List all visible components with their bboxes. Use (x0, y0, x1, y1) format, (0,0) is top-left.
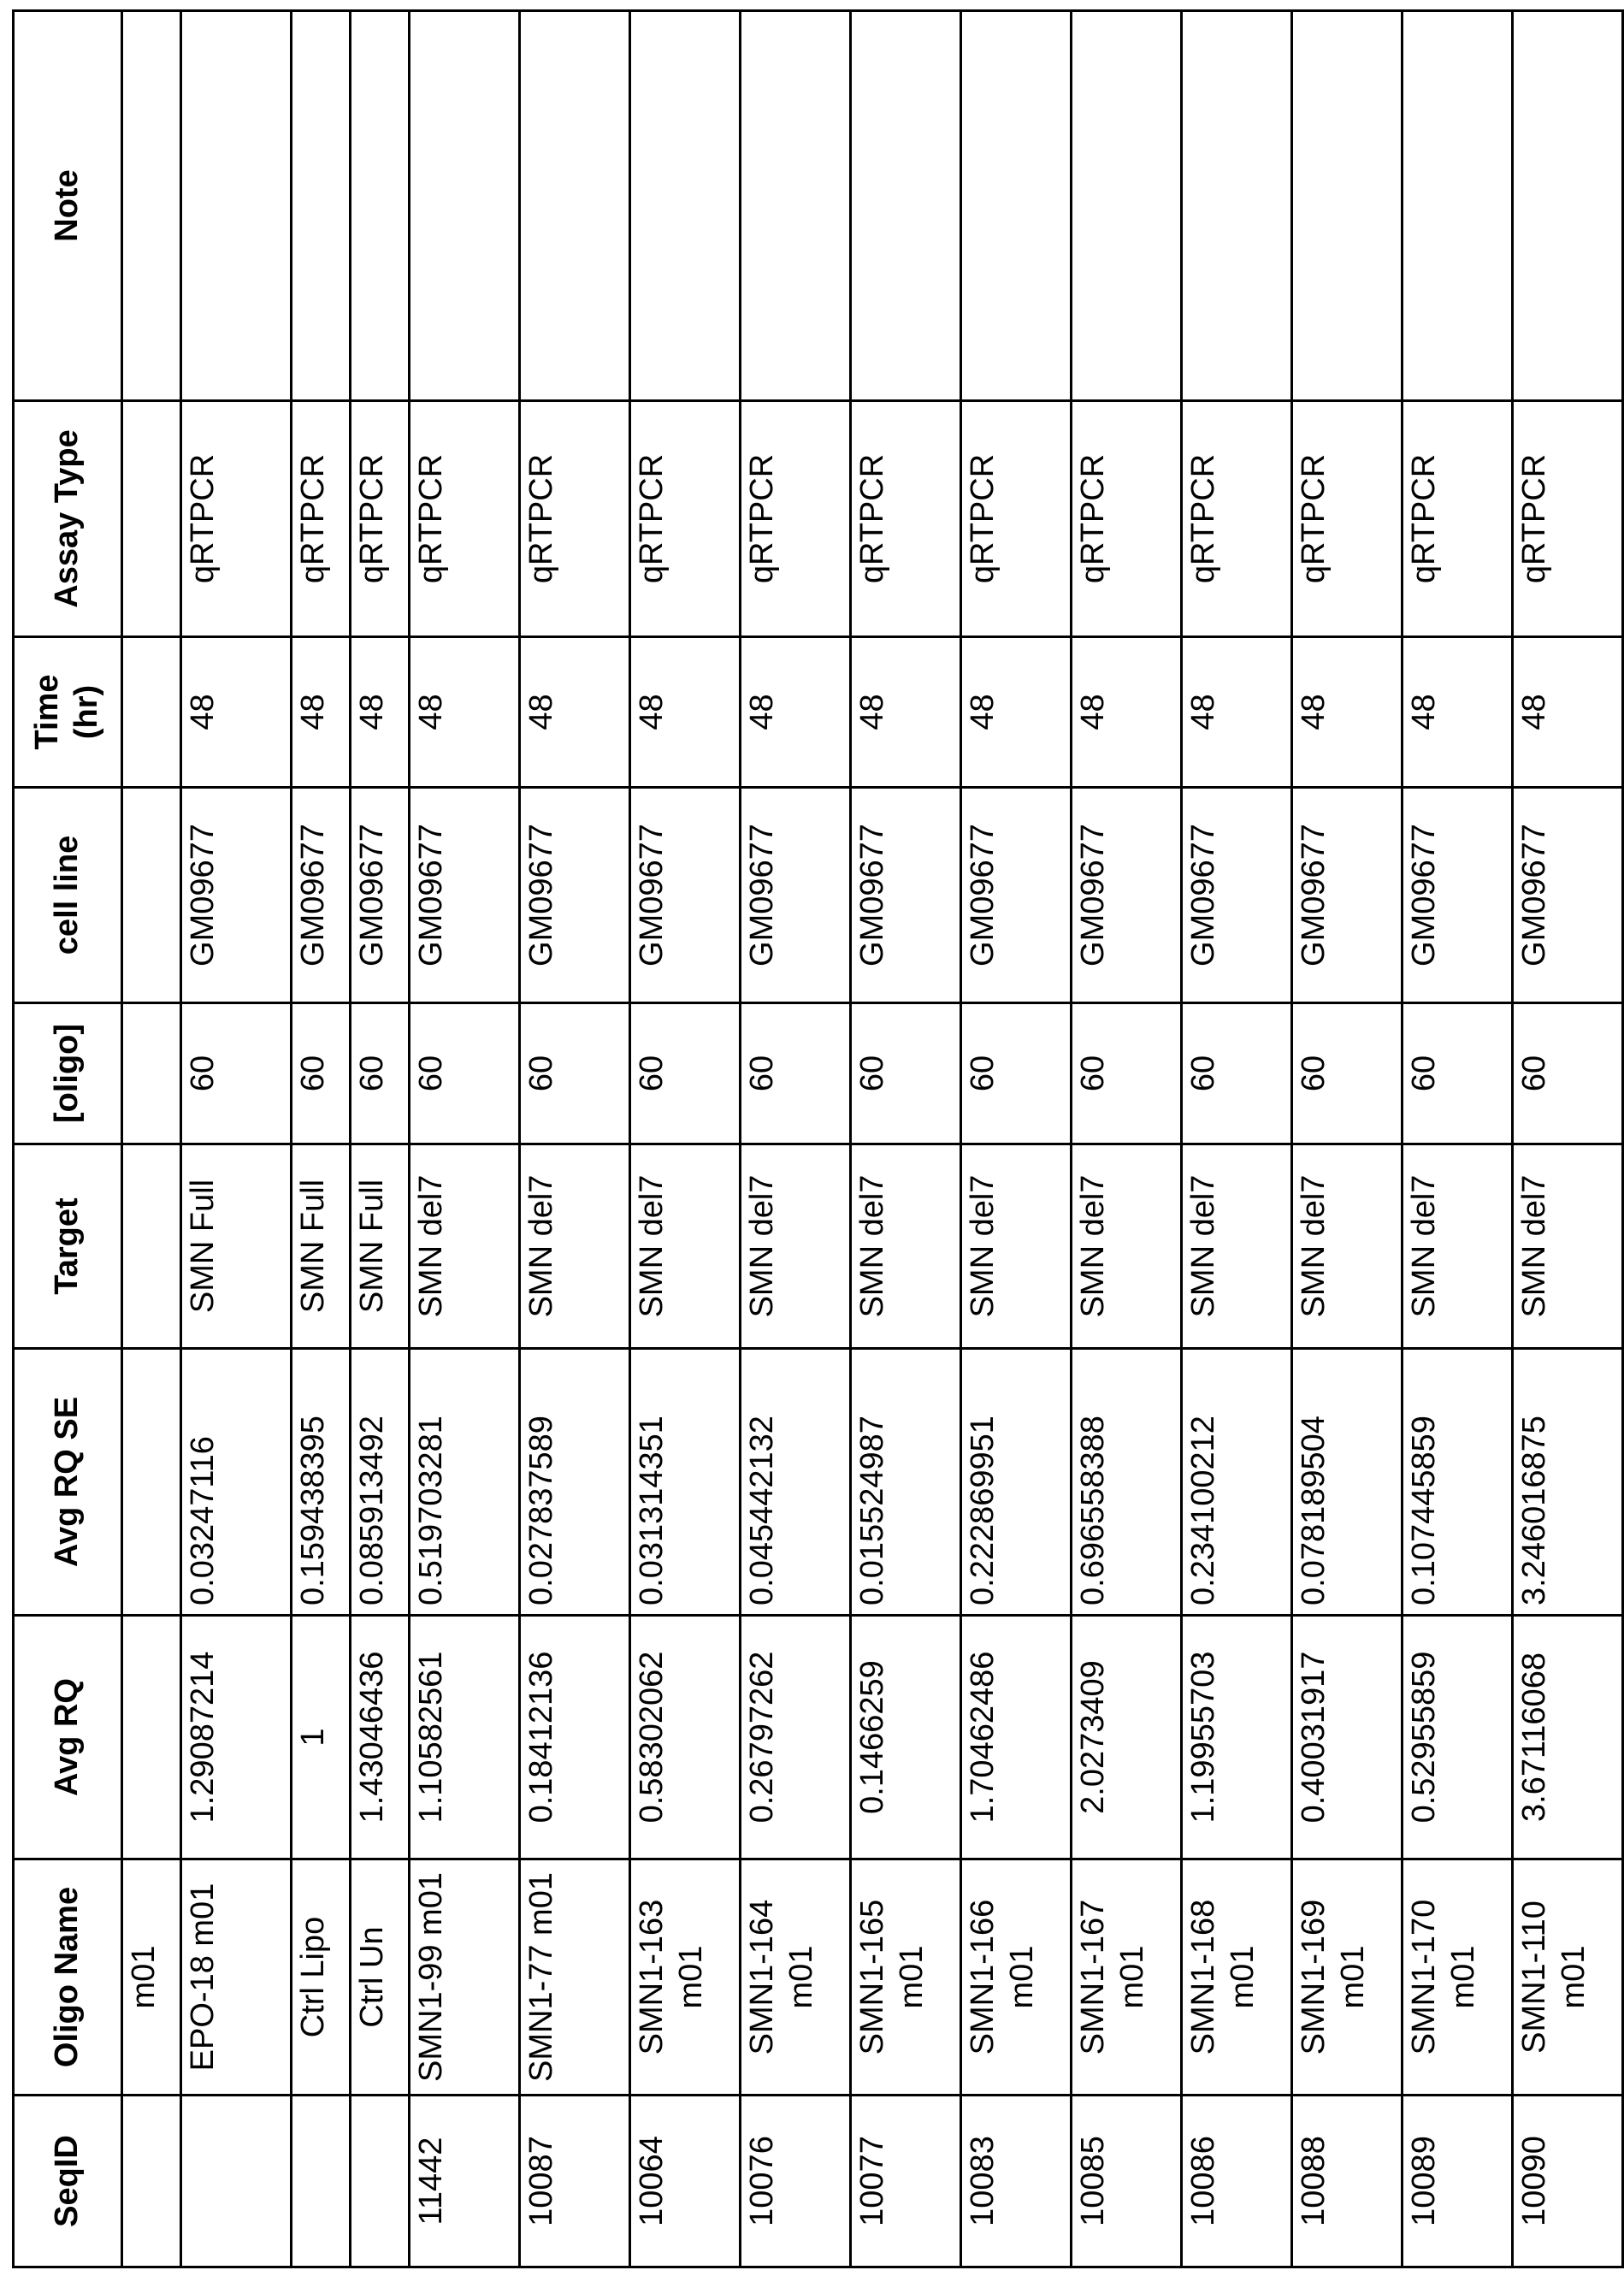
cell-assay-type: qRTPCR (1182, 401, 1292, 637)
header-row (14, 11, 122, 2267)
cell-avg-rq: 1.29087214 (181, 1616, 292, 1859)
cell-cell-line: GM09677 (1072, 788, 1182, 1003)
cell-oligo-name: SMN1-163 m01 (630, 1859, 741, 2096)
cell-oligo-conc: 60 (410, 1003, 520, 1144)
cell-assay-type: qRTPCR (520, 401, 630, 637)
cell-oligo-name: SMN1-110 m01 (1513, 1859, 1623, 2096)
cell-time-hr: 48 (741, 637, 851, 788)
table-row (292, 11, 351, 2267)
cell-cell-line (122, 788, 181, 1003)
cell-seqid (351, 2096, 410, 2267)
cell-oligo-conc: 60 (181, 1003, 292, 1144)
cell-oligo-name: SMN1-169 m01 (1292, 1859, 1403, 2096)
cell-oligo-conc: 60 (520, 1003, 630, 1144)
header-assay-type: Assay Type (14, 401, 122, 637)
cell-seqid: 10083 (961, 2096, 1072, 2267)
cell-time-hr: 48 (1072, 637, 1182, 788)
cell-avg-rq-se: 0.519703281 (410, 1349, 520, 1616)
cell-oligo-conc: 60 (851, 1003, 961, 1144)
cell-cell-line: GM09677 (1403, 788, 1513, 1003)
cell-seqid (181, 2096, 292, 2267)
cell-target: SMN Full (351, 1144, 410, 1349)
cell-oligo-name: SMN1-99 m01 (410, 1859, 520, 2096)
cell-avg-rq-se (122, 1349, 181, 1616)
table-row (1403, 11, 1513, 2267)
cell-seqid: 11442 (410, 2096, 520, 2267)
cell-avg-rq: 0.52955859 (1403, 1616, 1513, 1859)
cell-seqid: 10076 (741, 2096, 851, 2267)
data-table (12, 9, 1624, 2268)
cell-oligo-name: SMN1-170 m01 (1403, 1859, 1513, 2096)
cell-assay-type: qRTPCR (741, 401, 851, 637)
cell-cell-line: GM09677 (1292, 788, 1403, 1003)
cell-avg-rq (122, 1616, 181, 1859)
cell-assay-type: qRTPCR (630, 401, 741, 637)
cell-assay-type: qRTPCR (961, 401, 1072, 637)
cell-assay-type: qRTPCR (1292, 401, 1403, 637)
cell-avg-rq-se: 0.234100212 (1182, 1349, 1292, 1616)
cell-cell-line: GM09677 (351, 788, 410, 1003)
cell-target: SMN Full (292, 1144, 351, 1349)
cell-oligo-conc: 60 (1072, 1003, 1182, 1144)
table-row (851, 11, 961, 2267)
cell-time-hr: 48 (851, 637, 961, 788)
cell-target (122, 1144, 181, 1349)
cell-cell-line: GM09677 (520, 788, 630, 1003)
cell-oligo-name: SMN1-167 m01 (1072, 1859, 1182, 2096)
cell-time-hr: 48 (1182, 637, 1292, 788)
cell-avg-rq: 3.67116068 (1513, 1616, 1623, 1859)
cell-target: SMN del7 (741, 1144, 851, 1349)
table-row (520, 11, 630, 2267)
cell-target: SMN del7 (520, 1144, 630, 1349)
cell-assay-type: qRTPCR (1513, 401, 1623, 637)
cell-target: SMN del7 (1072, 1144, 1182, 1349)
cell-oligo-conc: 60 (1292, 1003, 1403, 1144)
cell-avg-rq-se: 0.078189504 (1292, 1349, 1403, 1616)
cell-assay-type (122, 401, 181, 637)
cell-avg-rq-se: 0.085913492 (351, 1349, 410, 1616)
cell-note (1182, 11, 1292, 401)
table-row (351, 11, 410, 2267)
header-target: Target (14, 1144, 122, 1349)
cell-avg-rq: 0.58302062 (630, 1616, 741, 1859)
cell-avg-rq: 0.26797262 (741, 1616, 851, 1859)
cell-avg-rq-se: 0.045442132 (741, 1349, 851, 1616)
cell-avg-rq: 1.43046436 (351, 1616, 410, 1859)
cell-time-hr: 48 (1403, 637, 1513, 788)
cell-target: SMN del7 (1182, 1144, 1292, 1349)
cell-note (520, 11, 630, 401)
cell-avg-rq: 1.70462486 (961, 1616, 1072, 1859)
table-row (630, 11, 741, 2267)
cell-note (741, 11, 851, 401)
table-row (1292, 11, 1403, 2267)
table-row (961, 11, 1072, 2267)
cell-target: SMN del7 (961, 1144, 1072, 1349)
cell-note (1513, 11, 1623, 401)
cell-avg-rq: 1.10582561 (410, 1616, 520, 1859)
header-seqid: SeqID (14, 2096, 122, 2267)
cell-avg-rq-se: 0.015524987 (851, 1349, 961, 1616)
cell-note (122, 11, 181, 401)
cell-time-hr: 48 (292, 637, 351, 788)
cell-avg-rq: 0.18412136 (520, 1616, 630, 1859)
cell-target: SMN del7 (1403, 1144, 1513, 1349)
cell-time-hr: 48 (1513, 637, 1623, 788)
cell-avg-rq-se: 0.031314351 (630, 1349, 741, 1616)
header-note: Note (14, 11, 122, 401)
rotated-table-container (12, 12, 1568, 2268)
header-oligo-name: Oligo Name (14, 1859, 122, 2096)
cell-avg-rq-se: 0.107445859 (1403, 1349, 1513, 1616)
cell-oligo-name: SMN1-77 m01 (520, 1859, 630, 2096)
cell-note (851, 11, 961, 401)
header-cell-line: cell line (14, 788, 122, 1003)
cell-note (1292, 11, 1403, 401)
table-row (1513, 11, 1623, 2267)
header-avg-rq: Avg RQ (14, 1616, 122, 1859)
cell-time-hr: 48 (181, 637, 292, 788)
cell-seqid: 10064 (630, 2096, 741, 2267)
header-time-hr: Time (hr) (14, 637, 122, 788)
cell-target: SMN Full (181, 1144, 292, 1349)
cell-oligo-name: SMN1-164 m01 (741, 1859, 851, 2096)
cell-seqid: 10090 (1513, 2096, 1623, 2267)
cell-assay-type: qRTPCR (292, 401, 351, 637)
cell-time-hr (122, 637, 181, 788)
cell-avg-rq: 0.1466259 (851, 1616, 961, 1859)
cell-seqid (122, 2096, 181, 2267)
cell-oligo-name: EPO-18 m01 (181, 1859, 292, 2096)
cell-oligo-conc (122, 1003, 181, 1144)
cell-note (292, 11, 351, 401)
cell-oligo-name: SMN1-166 m01 (961, 1859, 1072, 2096)
cell-target: SMN del7 (630, 1144, 741, 1349)
cell-time-hr: 48 (520, 637, 630, 788)
cell-avg-rq-se: 0.222869951 (961, 1349, 1072, 1616)
cell-time-hr: 48 (351, 637, 410, 788)
cell-assay-type: qRTPCR (1072, 401, 1182, 637)
cell-seqid: 10087 (520, 2096, 630, 2267)
cell-note (1072, 11, 1182, 401)
cell-avg-rq: 0.40031917 (1292, 1616, 1403, 1859)
cell-time-hr: 48 (1292, 637, 1403, 788)
cell-cell-line: GM09677 (181, 788, 292, 1003)
cell-oligo-conc: 60 (741, 1003, 851, 1144)
cell-note (630, 11, 741, 401)
cell-cell-line: GM09677 (410, 788, 520, 1003)
cell-cell-line: GM09677 (630, 788, 741, 1003)
cell-oligo-conc: 60 (351, 1003, 410, 1144)
cell-avg-rq-se: 0.027837589 (520, 1349, 630, 1616)
cell-assay-type: qRTPCR (410, 401, 520, 637)
cell-oligo-conc: 60 (630, 1003, 741, 1144)
cell-cell-line: GM09677 (961, 788, 1072, 1003)
header-avg-rq-se: Avg RQ SE (14, 1349, 122, 1616)
table-row (741, 11, 851, 2267)
cell-assay-type: qRTPCR (851, 401, 961, 637)
cell-cell-line: GM09677 (1513, 788, 1623, 1003)
cell-time-hr: 48 (630, 637, 741, 788)
cell-avg-rq-se: 0.159438395 (292, 1349, 351, 1616)
cell-oligo-name: SMN1-165 m01 (851, 1859, 961, 2096)
cell-time-hr: 48 (961, 637, 1072, 788)
cell-avg-rq-se: 3.246016875 (1513, 1349, 1623, 1616)
header-oligo-conc: [oligo] (14, 1003, 122, 1144)
cell-avg-rq: 1.19955703 (1182, 1616, 1292, 1859)
cell-avg-rq: 1 (292, 1616, 351, 1859)
cell-note (181, 11, 292, 401)
table-row (1182, 11, 1292, 2267)
table-row (181, 11, 292, 2267)
table-row (410, 11, 520, 2267)
cell-target: SMN del7 (1292, 1144, 1403, 1349)
cell-cell-line: GM09677 (851, 788, 961, 1003)
cell-avg-rq-se: 0.696558388 (1072, 1349, 1182, 1616)
cell-target: SMN del7 (410, 1144, 520, 1349)
cell-cell-line: GM09677 (1182, 788, 1292, 1003)
cell-seqid: 10085 (1072, 2096, 1182, 2267)
cell-oligo-conc: 60 (1182, 1003, 1292, 1144)
cell-target: SMN del7 (851, 1144, 961, 1349)
cell-assay-type: qRTPCR (351, 401, 410, 637)
cell-seqid (292, 2096, 351, 2267)
cell-oligo-conc: 60 (1403, 1003, 1513, 1144)
cell-avg-rq-se: 0.03247116 (181, 1349, 292, 1616)
cell-oligo-name: SMN1-168 m01 (1182, 1859, 1292, 2096)
cell-avg-rq: 2.0273409 (1072, 1616, 1182, 1859)
cell-seqid: 10088 (1292, 2096, 1403, 2267)
cell-oligo-name: Ctrl Un (351, 1859, 410, 2096)
cell-cell-line: GM09677 (292, 788, 351, 1003)
cell-note (961, 11, 1072, 401)
cell-oligo-conc: 60 (961, 1003, 1072, 1144)
cell-target: SMN del7 (1513, 1144, 1623, 1349)
table-row (122, 11, 181, 2267)
cell-note (351, 11, 410, 401)
cell-seqid: 10086 (1182, 2096, 1292, 2267)
cell-oligo-name: Ctrl Lipo (292, 1859, 351, 2096)
cell-oligo-conc: 60 (292, 1003, 351, 1144)
cell-note (410, 11, 520, 401)
cell-oligo-conc: 60 (1513, 1003, 1623, 1144)
cell-seqid: 10089 (1403, 2096, 1513, 2267)
cell-assay-type: qRTPCR (181, 401, 292, 637)
cell-seqid: 10077 (851, 2096, 961, 2267)
cell-cell-line: GM09677 (741, 788, 851, 1003)
cell-oligo-name: m01 (122, 1859, 181, 2096)
cell-assay-type: qRTPCR (1403, 401, 1513, 637)
table-row (1072, 11, 1182, 2267)
cell-note (1403, 11, 1513, 401)
cell-time-hr: 48 (410, 637, 520, 788)
